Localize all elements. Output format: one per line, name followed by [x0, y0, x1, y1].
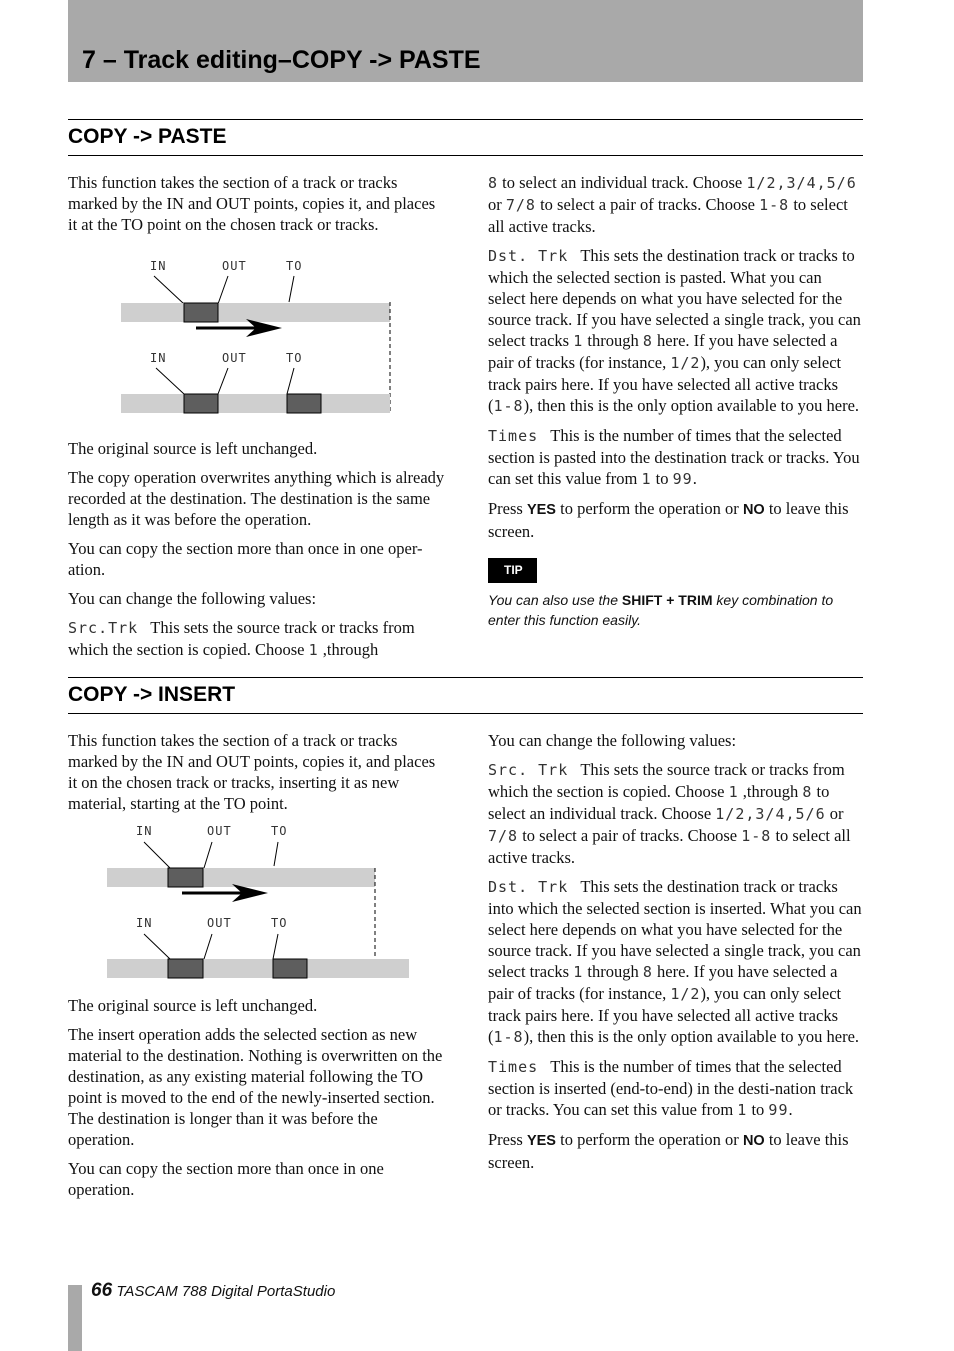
times-label: Times [488, 1058, 539, 1076]
shift-trim-key: SHIFT + TRIM [621, 592, 713, 608]
section-title-insert: COPY -> INSERT [68, 683, 236, 706]
section-rule-bottom [68, 155, 863, 156]
tip-badge: TIP [488, 558, 537, 583]
src-trk-paragraph: Src.Trk This sets the source track or tracks from which the section is copied. Choose 1 ,through [68, 618, 415, 659]
paste-intro: This function takes the section of a track or tracks marked by the IN and OUT points, copies it, and places it at the TO point on the chosen track or tracks. [68, 173, 436, 234]
paragraph: You can copy the section more than once in one oper-ation. [68, 539, 423, 579]
out-label: OUT [222, 259, 247, 273]
times-label: Times [488, 427, 539, 445]
insert-left-column [68, 730, 446, 822]
to-label: TO [286, 259, 303, 273]
paragraph: The original source is left unchanged. [68, 996, 318, 1015]
insert-intro: This function takes the section of a track or tracks marked by the IN and OUT points, copies it, and places it on the chosen track or tracks, inserting it as new material, starting at the TO point. [68, 731, 436, 813]
tip-text: You can also use the SHIFT + TRIM key combination to enter this function easily. [488, 592, 834, 628]
insert-left-column-lower [68, 995, 446, 1208]
out-label: OUT [207, 916, 232, 930]
to-label: TO [286, 351, 303, 365]
press-paragraph: Press YES to perform the operation or NO to leave this screen. [488, 499, 849, 541]
in-label: IN [136, 916, 153, 930]
paste-diagram [118, 258, 398, 418]
dst-trk-paragraph: Dst. Trk This sets the destination track or tracks into which the selected section is inserted. What you can select here depends on what you have selected for the source track. If you have selected a single track, you can select tracks 1 through 8 here. If you have selected a pair of tracks (for instance, 1/2), you can only select track pairs here. If you have selected all active tracks (1-8), then this is the only option available to you here. [488, 877, 862, 1046]
no-key: NO [742, 502, 765, 518]
footer-bar [68, 1285, 82, 1351]
in-label: IN [150, 351, 167, 365]
dst-trk-label: Dst. Trk [488, 878, 569, 896]
paragraph: You can change the following values: [68, 589, 317, 608]
inserted-section [273, 959, 307, 978]
dest-track-bar [107, 959, 409, 978]
source-track-bar [121, 303, 390, 322]
chapter-title: 7 – Track editing–COPY -> PASTE [82, 46, 481, 74]
source-section [168, 959, 203, 978]
paragraph: You can copy the section more than once in one operation. [68, 1159, 384, 1199]
yes-key: YES [526, 1133, 556, 1149]
in-label: IN [136, 824, 153, 838]
section-rule-bottom [68, 713, 863, 714]
src-trk-label: Src. Trk [488, 761, 569, 779]
pasted-section [287, 394, 321, 413]
src-trk-continued: 8 to select an individual track. Choose 1/2,3/4,5/6 or 7/8 to select a pair of tracks. Choose 1-8 to select all active tracks. [488, 173, 857, 236]
src-trk-label: Src.Trk [68, 619, 139, 637]
source-section [184, 394, 218, 413]
press-paragraph: Press YES to perform the operation or NO to leave this screen. [488, 1130, 849, 1172]
selected-section [184, 303, 218, 322]
times-paragraph: Times This is the number of times that the selected section is pasted into the destination track or tracks. You can set this value from 1 to 99. [488, 426, 860, 488]
source-track-bar [107, 868, 375, 887]
paste-left-column-lower [68, 438, 446, 669]
paragraph: The original source is left unchanged. [68, 439, 318, 458]
src-trk-paragraph: Src. Trk This sets the source track or tracks from which the section is copied. Choose 1 ,through 8 to select an individual track. Choose 1/2,3/4,5/6 or 7/8 to select a pair of tracks. Choose 1-8 to select all active tracks. [488, 760, 851, 867]
paragraph: The copy operation overwrites anything which is already recorded at the destination. The destination is the same length as it was before the operation. [68, 468, 445, 529]
to-label: TO [271, 824, 288, 838]
dest-track-bar [121, 394, 390, 413]
section-rule-top [68, 119, 863, 120]
yes-key: YES [526, 502, 556, 518]
section-title-paste: COPY -> PASTE [68, 125, 227, 148]
out-label: OUT [207, 824, 232, 838]
product-name: TASCAM 788 Digital PortaStudio [116, 1283, 336, 1300]
paste-left-column [68, 172, 446, 243]
paragraph: You can change the following values: [488, 731, 737, 750]
dst-trk-label: Dst. Trk [488, 247, 569, 265]
dst-trk-paragraph: Dst. Trk This sets the destination track or tracks to which the selected section is pasted. What you can select here depends on what you have selected for the source track. If you have selected a single track, you can select tracks 1 through 8 here. If you have selected a pair of tracks (for instance, 1/2), you can only select track pairs here. If you have selected all active tracks (1-8), then this is the only option available to you here. [488, 246, 861, 415]
out-label: OUT [222, 351, 247, 365]
paste-right-column [488, 172, 863, 630]
page-number: 66 [91, 1280, 113, 1301]
insert-diagram [104, 822, 414, 982]
paragraph: The insert operation adds the selected section as new material to the destination. Nothing is overwritten on the destination, as any existing material following the TO point is moved to the end of the newly-inserted section. The destination is longer than it was before the operation. [68, 1025, 443, 1149]
footer [91, 1280, 335, 1302]
no-key: NO [742, 1133, 765, 1149]
insert-right-column [488, 730, 863, 1181]
times-paragraph: Times This is the number of times that the selected section is inserted (end-to-end) in the desti-nation track or tracks. You can set this value from 1 to 99. [488, 1057, 854, 1119]
selected-section [168, 868, 203, 887]
section-rule-top [68, 677, 863, 678]
in-label: IN [150, 259, 167, 273]
to-label: TO [271, 916, 288, 930]
